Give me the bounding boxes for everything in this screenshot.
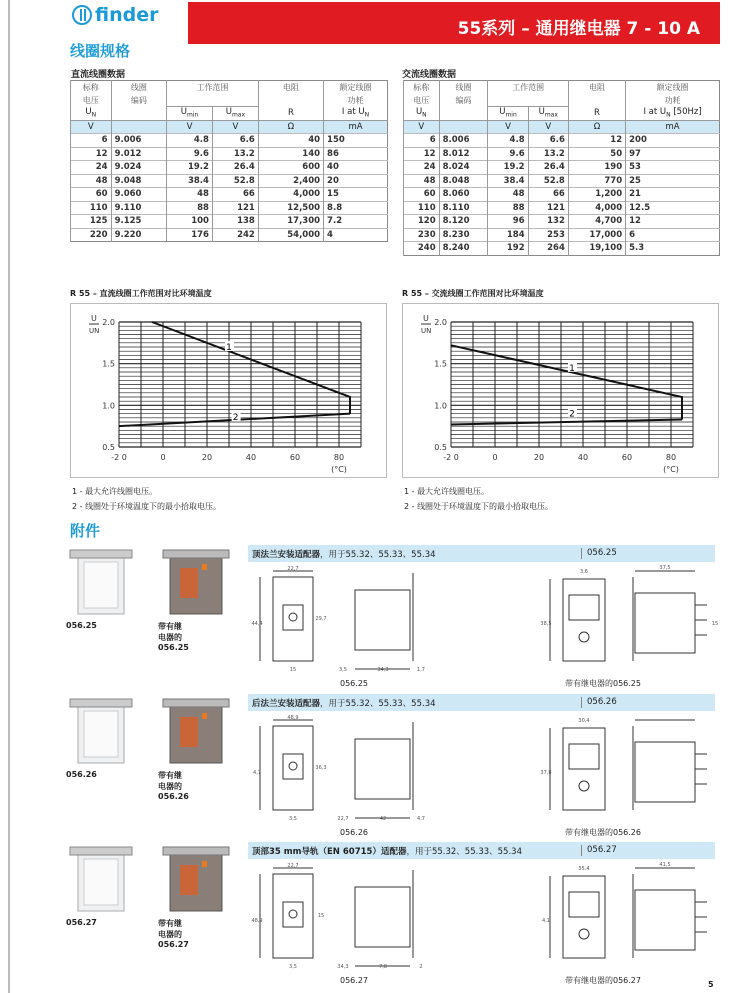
series-label-1: 1 [569, 363, 575, 374]
unit: Ω [258, 120, 323, 134]
table-cell: 9.048 [111, 174, 167, 188]
table-cell: 17,300 [258, 215, 323, 229]
photo-caption: 带有继电器的056.27 [158, 919, 189, 949]
page-edge-rule [8, 0, 10, 993]
drawing-caption: 带有继电器的056.27 [565, 976, 641, 985]
x-axis-unit: (°C) [331, 465, 347, 474]
finder-logo [72, 4, 158, 26]
table-cell: 4.8 [488, 134, 528, 148]
dimension-label: 4,1 [542, 918, 550, 924]
sym-r: R [568, 107, 625, 121]
adapter-with-relay-dimension-drawing [535, 714, 720, 826]
table-cell: 17,000 [568, 228, 625, 242]
adapter-with-relay-photo [160, 845, 235, 915]
adapter-with-relay-photo [160, 548, 235, 618]
legend-item-1: 1 - 最大允许线圈电压。 [404, 487, 490, 496]
drawing-caption: 056.27 [340, 976, 368, 985]
table-cell: 9.110 [111, 201, 167, 215]
dimension-label: 2 [419, 964, 423, 970]
y-tick-label: 2.0 [102, 318, 115, 327]
table-row [404, 228, 720, 242]
y-tick-label: 2.0 [434, 318, 447, 327]
accessory-code: 056.25 [587, 548, 617, 558]
page-title: 55系列 – 通用继电器 7 - 10 A [188, 2, 720, 44]
table-cell: 86 [324, 147, 388, 161]
col-coil-code: 线圈 [439, 81, 488, 94]
table-cell: 48 [488, 188, 528, 202]
table-row [71, 174, 388, 188]
photo-caption: 056.27 [66, 918, 97, 927]
table-cell: 48 [167, 188, 213, 202]
table-cell: 25 [626, 174, 720, 188]
col-operating-range: 工作范围 [488, 81, 569, 94]
col-resistance: 电阻 [568, 81, 625, 94]
table-cell: 8.110 [439, 201, 488, 215]
unit: V [404, 120, 440, 134]
table-row [71, 188, 388, 202]
table-row [71, 134, 388, 148]
table-cell: 8.8 [324, 201, 388, 215]
dc-chart-legend [72, 484, 221, 514]
x-tick-label: -2 0 [111, 453, 127, 462]
accessory-title-band [248, 842, 715, 859]
drawing-caption: 056.25 [340, 679, 368, 688]
table-row [404, 161, 720, 175]
table-cell: 12,500 [258, 201, 323, 215]
dimension-label: 36,3 [315, 765, 327, 771]
dimension-label: 38,5 [540, 621, 552, 627]
col-rated-power: 额定线圈 [626, 81, 720, 94]
col-coil-code: 线圈 [111, 81, 167, 94]
ac-table-title: 交流线圈数据 [402, 70, 457, 80]
sym-un: $U_N$ [404, 107, 440, 121]
adapter-with-relay-dimension-drawing [535, 565, 720, 677]
dimension-label: 41,5 [659, 862, 671, 868]
x-tick-label: 40 [245, 453, 257, 462]
table-cell: 26.4 [528, 161, 568, 175]
table-cell: 4 [324, 228, 388, 242]
dc-table-title: 直流线圈数据 [71, 70, 126, 80]
ac-coil-table [403, 80, 720, 256]
col-rated-power: 额定线圈 [324, 81, 388, 94]
table-cell: 4,700 [568, 215, 625, 229]
table-cell: 121 [212, 201, 258, 215]
table-cell: 96 [488, 215, 528, 229]
x-tick-label: 20 [201, 453, 213, 462]
table-cell: 12 [71, 147, 112, 161]
table-cell: 6.6 [528, 134, 568, 148]
table-cell: 54,000 [258, 228, 323, 242]
accessory-code: 056.27 [587, 845, 617, 855]
sym-umax: $U_{max}$ [212, 107, 258, 121]
dimension-label: 7,8 [379, 964, 387, 970]
table-cell: 8.120 [439, 215, 488, 229]
table-cell: 24 [404, 161, 440, 175]
table-cell: 26.4 [212, 161, 258, 175]
table-cell: 97 [626, 147, 720, 161]
table-cell: 8.240 [439, 242, 488, 256]
series-label-2: 2 [232, 413, 239, 423]
table-cell: 9.012 [111, 147, 167, 161]
table-cell: 9.006 [111, 134, 167, 148]
table-cell: 12 [626, 215, 720, 229]
table-cell: 8.024 [439, 161, 488, 175]
sym-umax: $U_{max}$ [528, 107, 568, 121]
table-cell: 12 [404, 147, 440, 161]
dimension-label: 37,8 [540, 770, 552, 776]
photo-caption: 带有继电器的056.25 [158, 622, 189, 652]
table-cell: 6 [626, 228, 720, 242]
table-row [71, 161, 388, 175]
sym-un: $U_N$ [71, 107, 112, 121]
coil-spec-heading: 线圈规格 [70, 42, 131, 60]
unit: V [488, 120, 528, 134]
table-cell: 770 [568, 174, 625, 188]
adapter-dimension-drawing [255, 714, 435, 826]
dimension-label: 29,7 [315, 616, 327, 622]
table-row [71, 147, 388, 161]
table-cell: 8.230 [439, 228, 488, 242]
table-cell: 7.2 [324, 215, 388, 229]
table-cell: 48 [404, 174, 440, 188]
table-cell: 150 [324, 134, 388, 148]
table-cell: 264 [528, 242, 568, 256]
table-cell: 6 [71, 134, 112, 148]
sym-r: R [258, 107, 323, 121]
table-row [71, 215, 388, 229]
col-nominal-voltage: 标称 [404, 81, 440, 94]
table-cell: 1,200 [568, 188, 625, 202]
table-row [404, 174, 720, 188]
dimension-label: 3,5 [289, 964, 297, 970]
dimension-label: 22,7 [287, 863, 299, 869]
dimension-label: 42 [379, 816, 387, 822]
x-tick-label: 60 [621, 453, 633, 462]
adapter-photo [66, 548, 136, 618]
dimension-label: 48,9 [287, 715, 299, 721]
y-axis-label-top: U [423, 314, 429, 323]
table-cell: 13.2 [528, 147, 568, 161]
table-cell: 19.2 [488, 161, 528, 175]
dimension-label: 15 [317, 913, 325, 919]
table-cell: 9.6 [167, 147, 213, 161]
table-cell: 9.024 [111, 161, 167, 175]
page-number: 5 [708, 980, 714, 989]
sym-umin: $U_{min}$ [488, 107, 528, 121]
drawing-caption: 带有继电器的056.25 [565, 679, 641, 688]
legend-item-1: 1 - 最大允许线圈电压。 [72, 487, 158, 496]
table-cell: 9.125 [111, 215, 167, 229]
x-tick-label: 40 [577, 453, 589, 462]
x-tick-label: -2 0 [443, 453, 459, 462]
col-label: 功耗 [626, 94, 720, 107]
table-cell: 120 [404, 215, 440, 229]
dimension-label: 15 [289, 667, 297, 673]
table-cell: 240 [404, 242, 440, 256]
y-axis-label-top: U [91, 314, 97, 323]
y-axis-label-bottom: UN [89, 327, 100, 335]
unit: V [528, 120, 568, 134]
table-cell: 66 [528, 188, 568, 202]
y-tick-label: 0.5 [434, 443, 447, 452]
table-cell: 8.006 [439, 134, 488, 148]
table-cell: 9.220 [111, 228, 167, 242]
dimension-label: 1,7 [417, 667, 425, 673]
table-cell: 4,000 [258, 188, 323, 202]
x-axis-unit: (°C) [663, 465, 679, 474]
table-row [404, 147, 720, 161]
x-tick-label: 60 [289, 453, 301, 462]
x-tick-label: 80 [333, 453, 345, 462]
unit: mA [626, 120, 720, 134]
table-cell: 110 [71, 201, 112, 215]
dimension-label: 3,5 [339, 667, 347, 673]
accessory-code: 056.26 [587, 697, 617, 707]
table-cell: 121 [528, 201, 568, 215]
table-cell: 60 [404, 188, 440, 202]
table-cell: 6 [404, 134, 440, 148]
dimension-label: 44,4 [251, 621, 263, 627]
accessory-description: 顶法兰安装适配器，用于55.32、55.33、55.34 [252, 548, 582, 559]
table-cell: 253 [528, 228, 568, 242]
adapter-photo [66, 697, 136, 767]
table-cell: 8.048 [439, 174, 488, 188]
table-cell: 40 [258, 134, 323, 148]
table-cell: 8.012 [439, 147, 488, 161]
accessory-title-band [248, 545, 715, 562]
table-cell: 4.8 [167, 134, 213, 148]
dimension-label: 30,4 [578, 718, 590, 724]
table-cell: 176 [167, 228, 213, 242]
table-row [71, 201, 388, 215]
series-label-2: 2 [569, 409, 575, 420]
y-tick-label: 1.5 [434, 359, 447, 369]
table-cell: 100 [167, 215, 213, 229]
col-label: 功耗 [324, 94, 388, 107]
table-cell: 132 [528, 215, 568, 229]
dimension-label: 4,7 [417, 816, 425, 822]
table-cell: 13.2 [212, 147, 258, 161]
x-tick-label: 80 [665, 453, 677, 462]
table-cell: 53 [626, 161, 720, 175]
legend-item-2: 2 - 线圈处于环境温度下的最小拾取电压。 [72, 502, 222, 511]
unit: V [212, 120, 258, 134]
table-cell: 6.6 [212, 134, 258, 148]
table-cell: 600 [258, 161, 323, 175]
table-cell: 9.060 [111, 188, 167, 202]
table-row [404, 201, 720, 215]
ac-operating-range-chart [402, 303, 719, 478]
col-resistance: 电阻 [258, 81, 323, 94]
table-row [404, 134, 720, 148]
table-cell: 184 [488, 228, 528, 242]
table-cell: 52.8 [212, 174, 258, 188]
ac-chart-title: R 55 – 交流线圈工作范围对比环境温度 [402, 289, 544, 298]
series-label-1: 1 [226, 343, 232, 353]
drawing-caption: 056.26 [340, 828, 368, 837]
table-cell: 12 [568, 134, 625, 148]
col-operating-range: 工作范围 [167, 81, 259, 94]
dimension-label: 4,7 [253, 770, 261, 776]
y-tick-label: 1.0 [102, 401, 115, 411]
photo-caption: 056.26 [66, 770, 97, 779]
y-tick-label: 1.5 [102, 359, 115, 369]
table-cell: 50 [568, 147, 625, 161]
y-axis-label-bottom: UN [421, 327, 432, 335]
accessory-description: 后法兰安装适配器，用于55.32、55.33、55.34 [252, 697, 582, 708]
table-cell: 66 [212, 188, 258, 202]
table-cell: 140 [258, 147, 323, 161]
col-nominal-voltage: 标称 [71, 81, 112, 94]
table-cell: 38.4 [488, 174, 528, 188]
x-tick-label: 20 [533, 453, 545, 462]
table-row [404, 215, 720, 229]
dimension-label: 48,9 [251, 918, 263, 924]
dimension-label: 35,4 [578, 866, 590, 872]
dimension-label: 3,5 [289, 816, 297, 822]
table-row [404, 242, 720, 256]
accessory-title-band [248, 694, 715, 711]
adapter-dimension-drawing [251, 862, 435, 974]
col-label: 电压 [71, 94, 112, 107]
dimension-label: 34,3 [337, 964, 349, 970]
accessory-description: 顶部35 mm导轨（EN 60715）适配器，用于55.32、55.33、55.34 [252, 845, 582, 856]
dimension-label: 34,3 [377, 667, 389, 673]
table-cell: 190 [568, 161, 625, 175]
photo-caption: 带有继电器的056.26 [158, 771, 189, 801]
dc-chart-title: R 55 – 直流线圈工作范围对比环境温度 [70, 289, 212, 298]
table-cell: 21 [626, 188, 720, 202]
x-tick-label: 0 [160, 453, 166, 462]
unit: V [167, 120, 213, 134]
dc-coil-table [70, 80, 388, 242]
adapter-with-relay-dimension-drawing [535, 862, 720, 974]
table-cell: 4,000 [568, 201, 625, 215]
series-line-1 [451, 345, 682, 419]
table-cell: 40 [324, 161, 388, 175]
accessories-heading: 附件 [70, 522, 101, 540]
unit: V [71, 120, 112, 134]
table-cell: 125 [71, 215, 112, 229]
y-tick-label: 0.5 [102, 443, 115, 452]
adapter-with-relay-photo [160, 697, 235, 767]
legend-item-2: 2 - 线圈处于环境温度下的最小拾取电压。 [404, 502, 554, 511]
sym-umin: $U_{min}$ [167, 107, 213, 121]
col-label: 编码 [439, 94, 488, 107]
table-cell: 230 [404, 228, 440, 242]
table-cell: 88 [488, 201, 528, 215]
sym-i: I at $U_N$ [50Hz] [626, 107, 720, 121]
table-cell: 12.5 [626, 201, 720, 215]
col-label: 电压 [404, 94, 440, 107]
table-cell: 138 [212, 215, 258, 229]
col-label: 编码 [111, 94, 167, 107]
table-cell: 88 [167, 201, 213, 215]
table-cell: 200 [626, 134, 720, 148]
table-cell: 9.6 [488, 147, 528, 161]
table-row [404, 188, 720, 202]
table-cell: 52.8 [528, 174, 568, 188]
dimension-label: 3,6 [580, 569, 588, 575]
table-cell: 8.060 [439, 188, 488, 202]
adapter-dimension-drawing [251, 565, 435, 677]
table-cell: 60 [71, 188, 112, 202]
table-cell: 2,400 [258, 174, 323, 188]
unit: Ω [568, 120, 625, 134]
dc-operating-range-chart [70, 303, 387, 478]
dimension-label: 37,5 [659, 565, 671, 571]
finder-logo-icon [72, 5, 92, 25]
dimension-label: 22,7 [287, 566, 299, 572]
table-cell: 220 [71, 228, 112, 242]
dimension-label: 22,7 [337, 816, 349, 822]
table-cell: 5.3 [626, 242, 720, 256]
table-cell: 19.2 [167, 161, 213, 175]
photo-caption: 056.25 [66, 621, 97, 630]
table-cell: 15 [324, 188, 388, 202]
table-cell: 38.4 [167, 174, 213, 188]
table-cell: 192 [488, 242, 528, 256]
unit: mA [324, 120, 388, 134]
dimension-label: 15 [711, 621, 719, 627]
table-cell: 48 [71, 174, 112, 188]
ac-chart-legend [404, 484, 553, 514]
drawing-caption: 带有继电器的056.26 [565, 828, 641, 837]
table-cell: 19,100 [568, 242, 625, 256]
table-cell: 20 [324, 174, 388, 188]
sym-i: I at $U_N$ [324, 107, 388, 121]
table-cell: 24 [71, 161, 112, 175]
table-row [71, 228, 388, 242]
x-tick-label: 0 [492, 453, 498, 462]
table-cell: 110 [404, 201, 440, 215]
table-cell: 242 [212, 228, 258, 242]
y-tick-label: 1.0 [434, 401, 447, 411]
adapter-photo [66, 845, 136, 915]
logo-text: finder [95, 4, 159, 26]
